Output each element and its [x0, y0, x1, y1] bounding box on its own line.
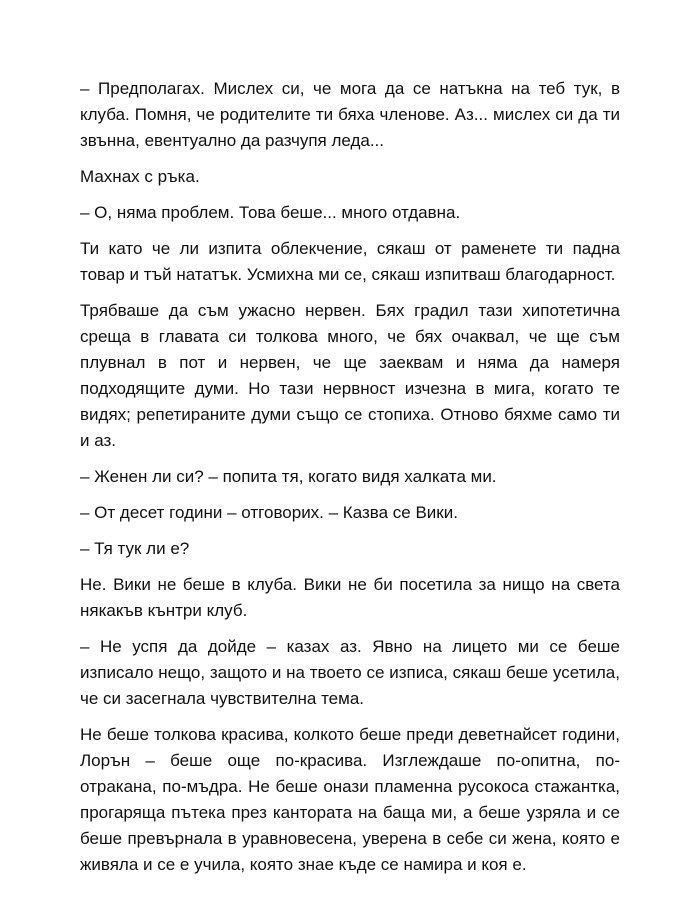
document-page — [80, 76, 620, 878]
paragraph: – О, няма проблем. Това беше... много отдавна. — [80, 203, 461, 222]
paragraph: Ти като че ли изпита облекчение, сякаш от раменете ти падна товар и тъй нататък. Усмихна ми се, сякаш изпитваш благодарност. — [80, 239, 620, 284]
paragraph: – Предполагах. Мислех си, че мога да се натъкна на теб тук, в клуба. Помня, че родителите ти бяха членове. Аз... мислех си да ти звънна, евентуално да разчупя леда... — [80, 79, 620, 150]
paragraph: – Женен ли си? – попита тя, когато видя халката ми. — [80, 467, 497, 486]
paragraph: Трябваше да съм ужасно нервен. Бях градил тази хипотетична среща в главата си толкова много, че бях очаквал, че ще съм плувнал в пот и нервен, че ще заеквам и няма да намеря подходящите думи. Но тази нервност изчезна в мига, когато те видях; репетираните думи също се стопиха. Отново бяхме само ти и аз. — [80, 301, 620, 450]
paragraph: Не беше толкова красива, колкото беше преди деветнайсет години, Лорън – беше още по-красива. Изглеждаше по-опитна, по-отракана, по-мъдра. Не беше онази пламенна русокоса стажантка, прогаряща пътека през кантората на баща ми, а беше узряла и се беше превърнала в уравновесена, уверена в себе си жена, която е живяла и се е учила, която знае къде се намира и коя е. — [80, 725, 620, 874]
paragraph: Не. Вики не беше в клуба. Вики не би посетила за нищо на света някакъв кънтри клуб. — [80, 575, 620, 620]
paragraph: – Не успя да дойде – казах аз. Явно на лицето ми се беше изписало нещо, защото и на твоето се изписа, сякаш беше усетила, че си засегнала чувствителна тема. — [80, 637, 620, 708]
paragraph: – От десет години – отговорих. – Казва се Вики. — [80, 503, 458, 522]
paragraph: – Тя тук ли е? — [80, 539, 190, 558]
paragraph: Махнах с ръка. — [80, 167, 200, 186]
